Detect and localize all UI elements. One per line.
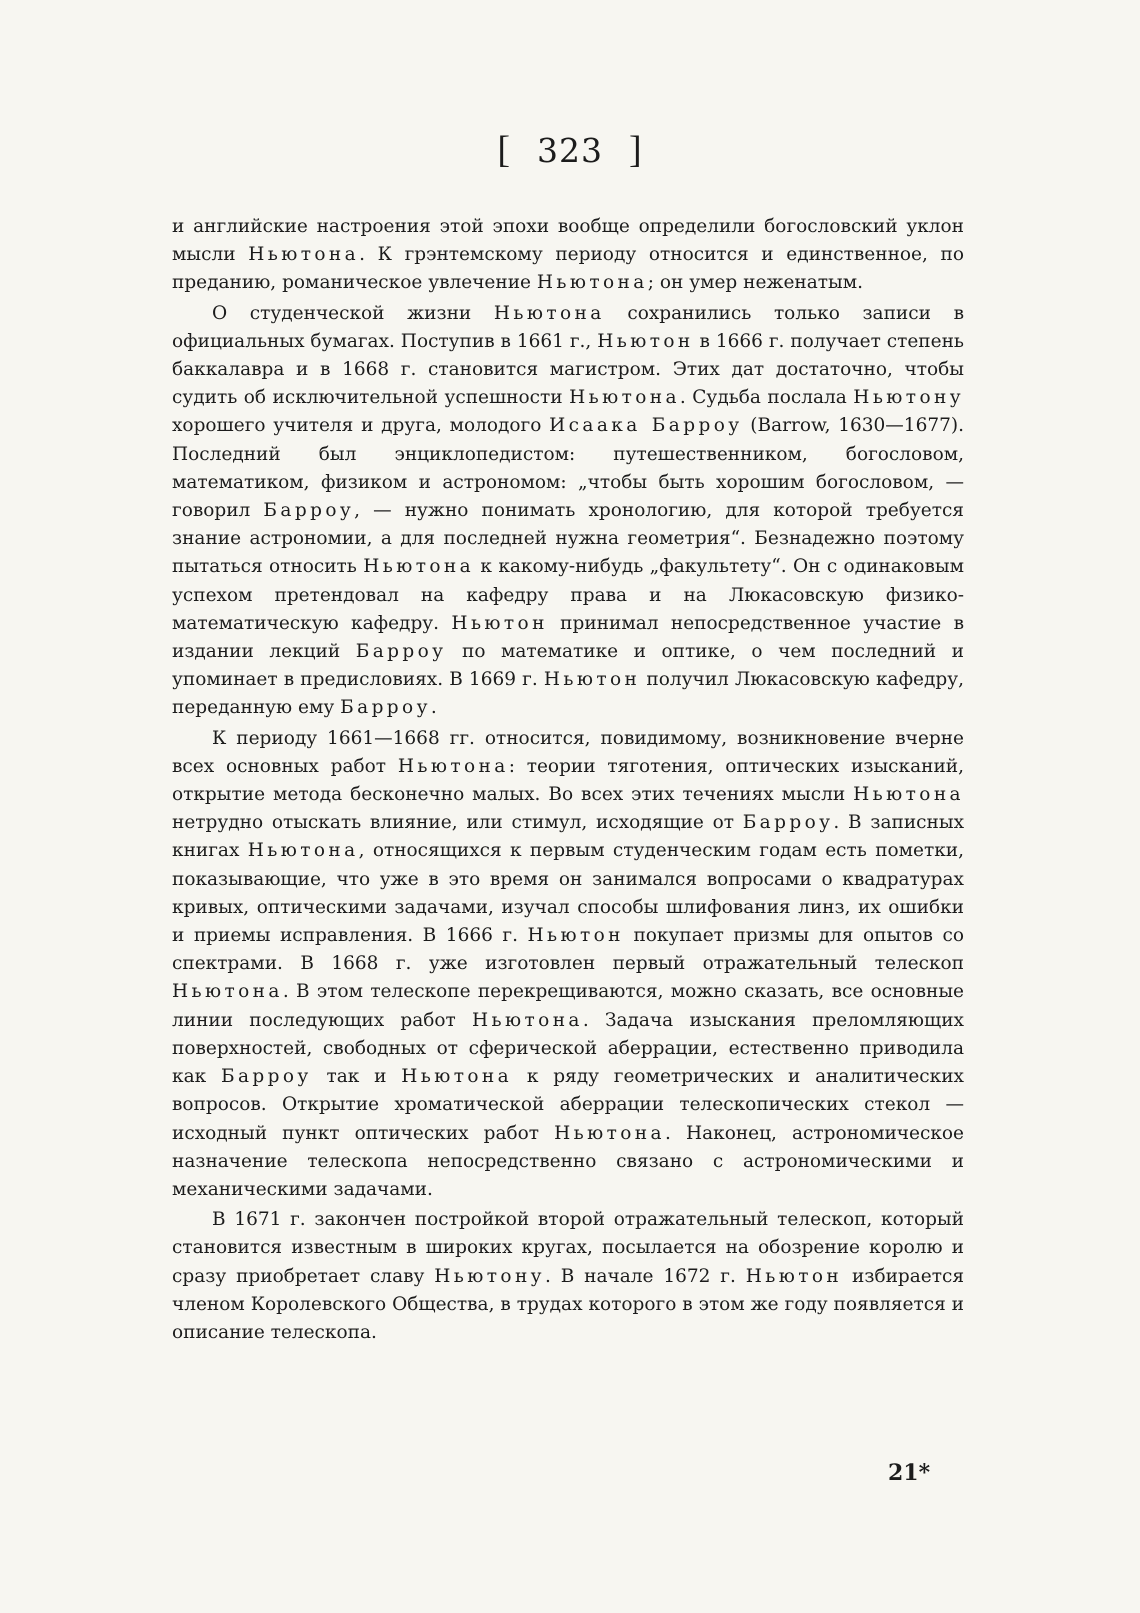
emphasized-name: Ньютона — [536, 272, 648, 294]
emphasized-name: Ньютона — [363, 556, 475, 578]
emphasized-name: Барроу — [220, 1066, 312, 1088]
text-run: получил Люкасовскую кафедру, переданную ему — [172, 669, 965, 719]
right-bracket: ] — [629, 129, 643, 171]
emphasized-name: Ньютона — [569, 387, 680, 409]
emphasized-name: Ньютона — [172, 981, 283, 1003]
emphasized-name: Ньютона — [472, 1009, 583, 1031]
text-run: ; он умер неженатым. — [647, 272, 863, 294]
paragraph-3 — [172, 725, 964, 1204]
emphasized-name: Ньютон — [543, 669, 641, 691]
paragraph-4 — [172, 1206, 964, 1347]
emphasized-name: Ньютона — [401, 1066, 513, 1088]
text-run: к какому-нибудь „факультету“. Он с одинаковым успехом претендовал на кафедру права и на Люкасовскую физико-математическую кафедру. — [172, 556, 964, 634]
emphasized-name: Исаака Барроу — [549, 415, 743, 437]
emphasized-name: Ньютон — [597, 330, 694, 352]
emphasized-name: Ньютона — [397, 755, 509, 777]
emphasized-name: Ньютона — [554, 1122, 665, 1144]
text-run: . Задача изыскания преломляющих поверхностей, свободных от сферической аберрации, естественно приводила как — [172, 1009, 964, 1088]
page-number: 323 — [537, 131, 603, 170]
text-run: хорошего учителя и друга, молодого — [172, 415, 550, 437]
body-text — [172, 213, 964, 1347]
text-run: : теории тяготения, оптических изысканий, открытие метода бесконечно малых. Во всех этих течениях мысли — [172, 755, 964, 806]
signature-mark: 21* — [888, 1460, 931, 1486]
emphasized-name: Ньютона — [248, 244, 360, 266]
paragraph-1 — [172, 213, 964, 298]
text-run: принимал непосредственное участие в издании лекций — [172, 612, 964, 663]
emphasized-name: Ньютон — [451, 612, 548, 634]
text-run: . В этом телескопе перекрещиваются, можно сказать, все основные линии последующих работ — [172, 981, 964, 1031]
text-run: так и — [311, 1066, 402, 1088]
text-run: . В начале 1672 г. — [544, 1265, 746, 1287]
text-run: нетрудно отыскать влияние, или стимул, исходящие от — [172, 812, 743, 834]
text-run: . Судьба послала — [679, 387, 854, 409]
emphasized-name: Барроу — [742, 812, 834, 834]
emphasized-name: Ньютон — [745, 1265, 843, 1287]
text-run: , относящихся к первым студенческим годам есть пометки, показывающие, что уже в это время он занимался вопросами о квадратурах кривых, оптическими задачами, изучал способы шлифования линз, их ошибки и приемы исправления. В 1666 г. — [172, 840, 965, 947]
emphasized-name: Ньютона — [493, 302, 605, 324]
left-bracket: [ — [497, 129, 511, 171]
text-run: , — нужно понимать хронологию, для которой требуется знание астрономии, а для последней нужна геометрия“. Безнадежно поэтому пытаться относить — [172, 500, 964, 578]
text-run: и английские настроения этой эпохи вообще определили богословский уклон мысли — [172, 216, 964, 266]
text-run: К периоду 1661—1668 гг. относится, повидимому, возникновение вчерне всех основных работ — [172, 727, 964, 777]
page-header — [0, 128, 1140, 172]
text-run: к ряду геометрических и аналитических вопросов. Открытие хроматической аберрации телескопических стекол — исходный пункт оптических работ — [172, 1066, 964, 1144]
text-run: . Наконец, астрономическое назначение телескопа непосредственно связано с астрономическими и механическими задачами. — [172, 1122, 964, 1200]
text-run: . В записных книгах — [172, 812, 964, 862]
text-run: . К грэнтемскому периоду относится и единственное, по преданию, романическое увлечение — [172, 244, 964, 294]
emphasized-name: Ньютону — [853, 387, 964, 409]
text-run: В 1671 г. закончен постройкой второй отражательный телескоп, который становится известным в широких кругах, посылается на обозрение королю и сразу приобретает славу — [172, 1209, 964, 1287]
emphasized-name: Ньютон — [527, 925, 624, 947]
text-run: (Barrow, 1630—1677). Последний был энциклопедистом: путешественником, богословом, математиком, физиком и астрономом: „чтобы быть хорошим богословом, — говорил — [172, 415, 964, 522]
emphasized-name: Ньютона — [853, 784, 964, 806]
text-run: в 1666 г. получает степень баккалавра и в 1668 г. становится магистром. Этих дат достаточно, чтобы судить об исключительной успешности — [172, 330, 964, 409]
text-run: . — [430, 697, 437, 719]
text-run: избирается членом Королевского Общества, в трудах которого в этом же году появляется и описание телескопа. — [172, 1265, 965, 1343]
emphasized-name: Барроу — [340, 697, 431, 719]
text-run: покупает призмы для опытов со спектрами. В 1668 г. уже изготовлен первый отражательный телескоп — [172, 925, 964, 975]
emphasized-name: Ньютону — [434, 1265, 545, 1287]
text-run: О студенческой жизни — [212, 302, 494, 324]
emphasized-name: Барроу — [263, 500, 355, 522]
emphasized-name: Ньютона — [247, 840, 359, 862]
text-run: сохранились только записи в официальных бумагах. Поступив в 1661 г., — [172, 302, 964, 352]
paragraph-2 — [172, 300, 964, 723]
text-run: по математике и оптике, о чем последний и упоминает в предисловиях. В 1669 г. — [172, 641, 964, 691]
emphasized-name: Барроу — [355, 641, 447, 663]
